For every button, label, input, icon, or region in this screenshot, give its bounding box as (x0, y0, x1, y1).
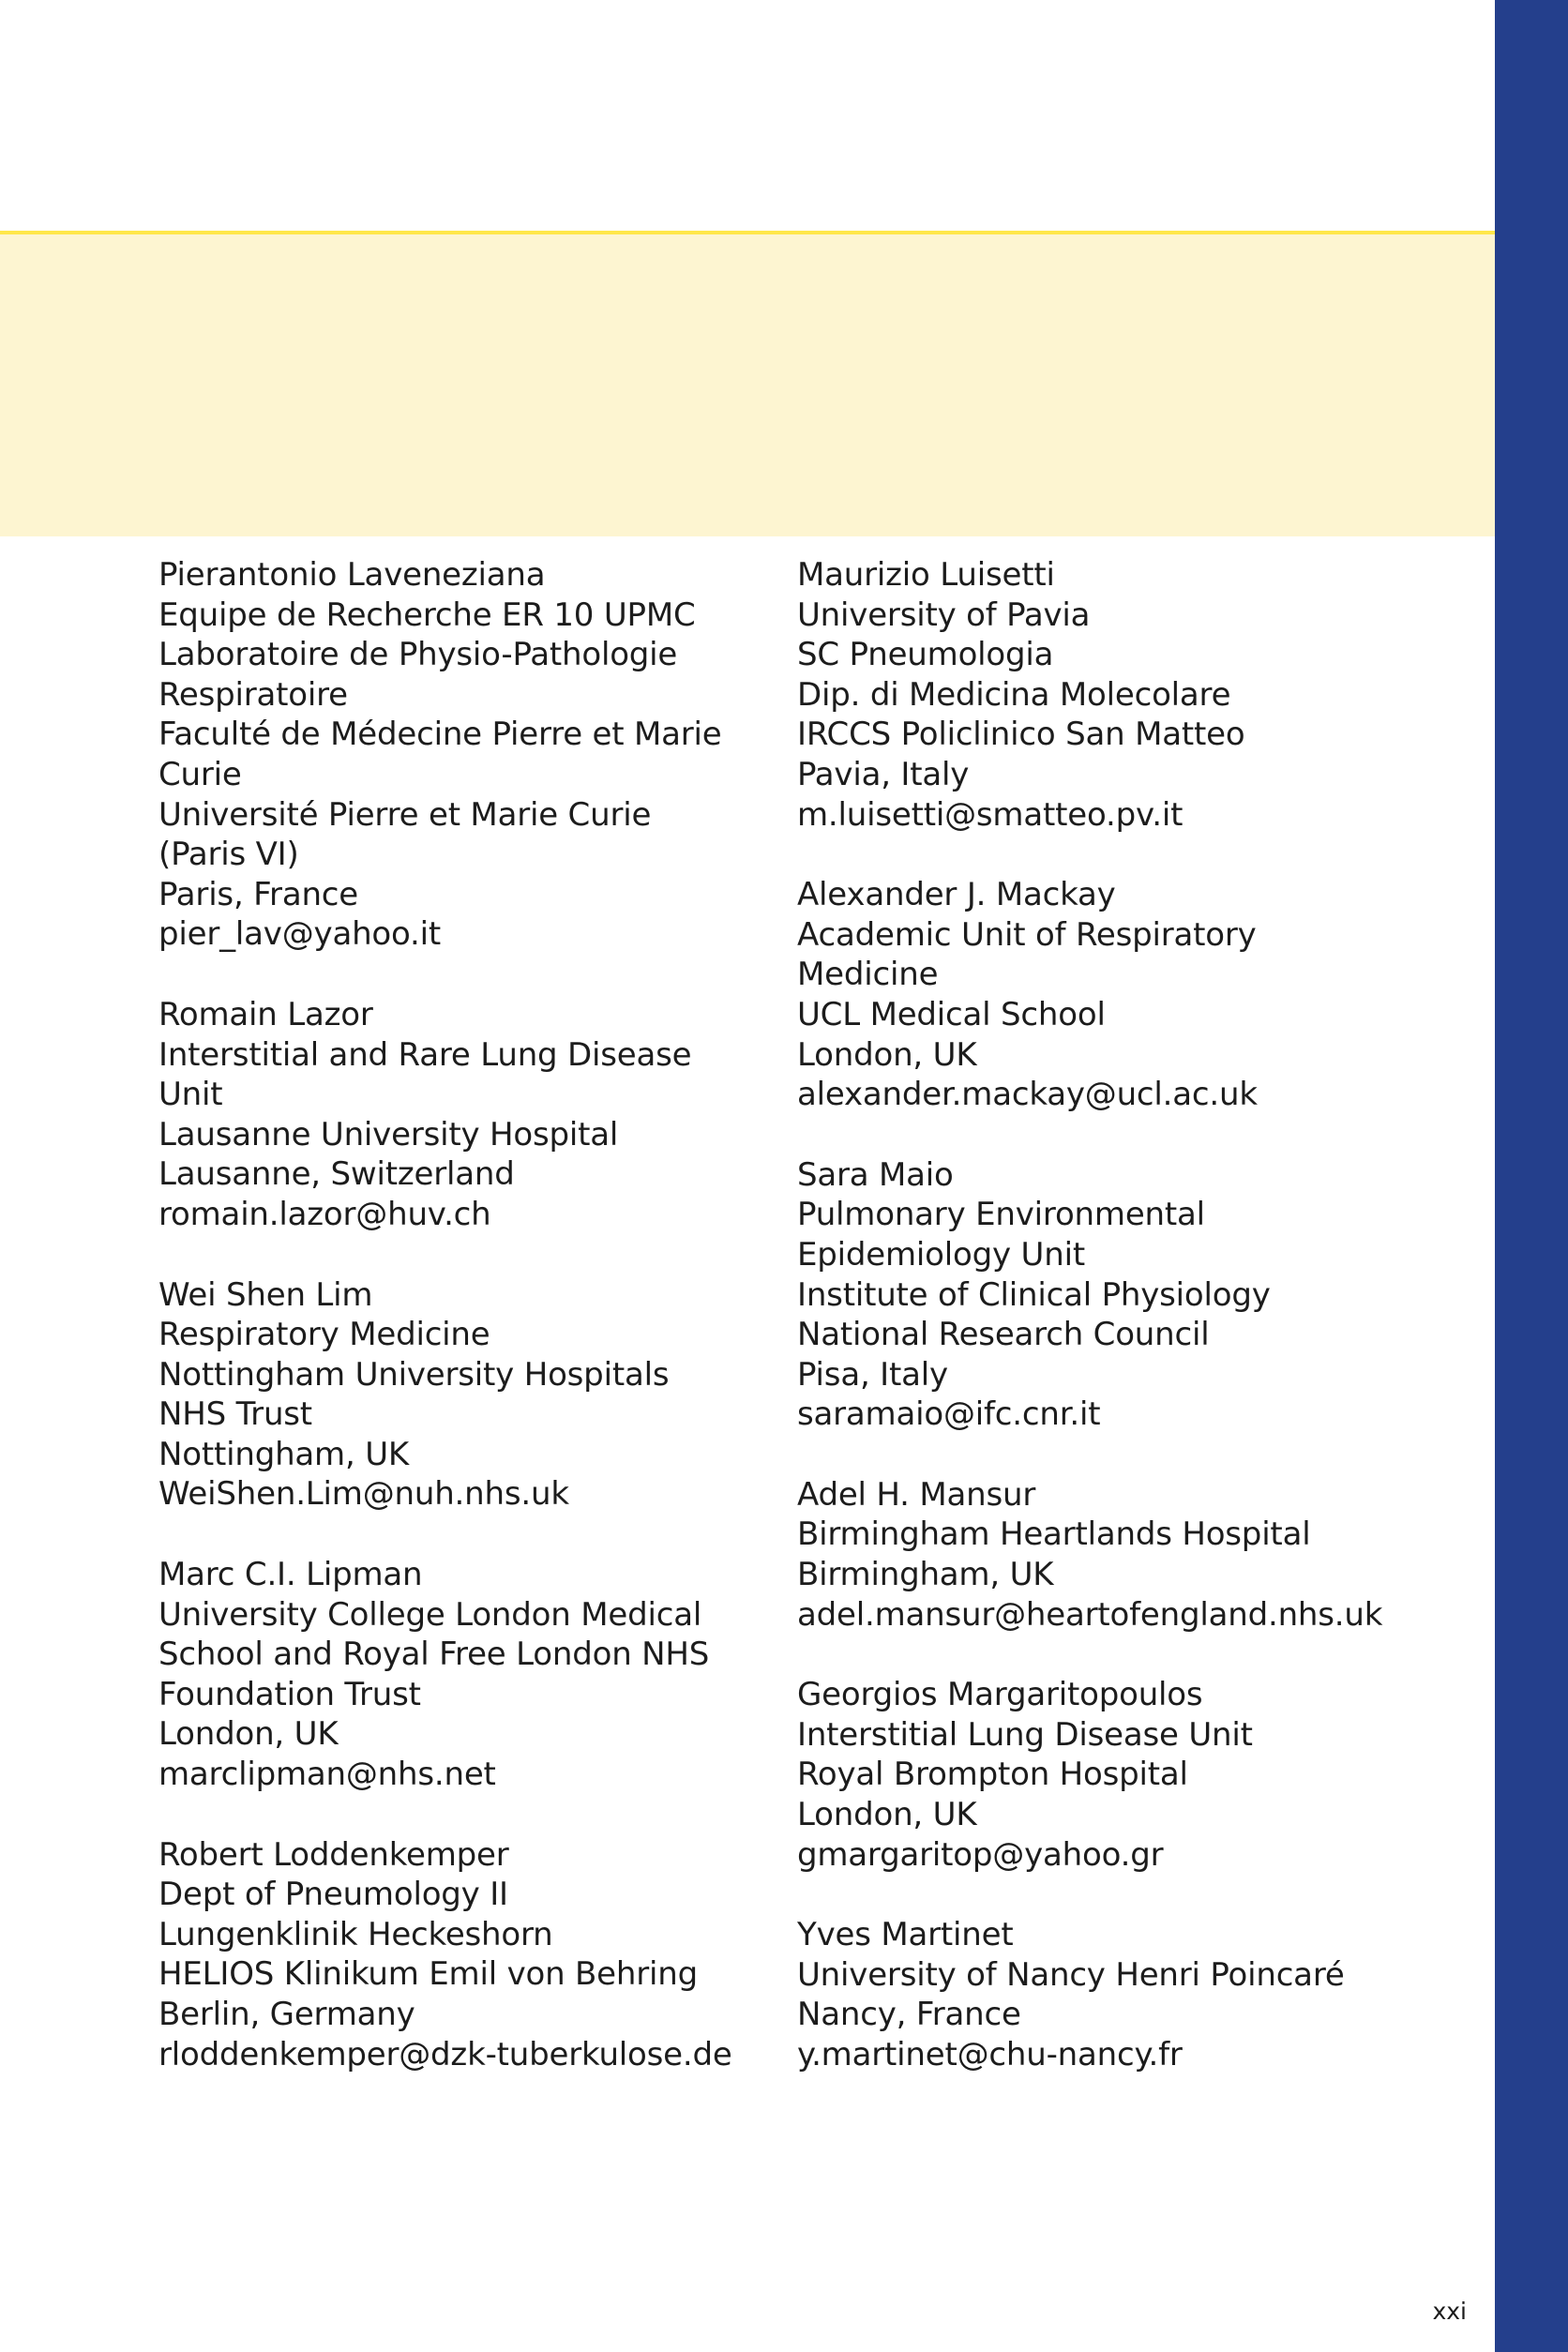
contributor-affiliation-line: Lungenklinik Heckeshorn (158, 1915, 553, 1953)
contributor-name: Marc C.I. Lipman (158, 1556, 423, 1594)
contributor-entry (158, 1835, 796, 2075)
contributor-entry (797, 875, 1435, 1115)
contributor-affiliation-line: Paris, France (158, 875, 359, 913)
contributor-affiliation-line: Birmingham Heartlands Hospital (797, 1515, 1311, 1554)
contributor-name: Pierantonio Laveneziana (158, 556, 546, 594)
contributor-name: Alexander J. Mackay (797, 876, 1116, 914)
contributor-affiliation-line: University of Pavia (797, 596, 1091, 634)
contributor-affiliation-line: Faculté de Médecine Pierre et Marie (158, 716, 722, 754)
contributor-affiliation-line: Pisa, Italy (797, 1355, 948, 1394)
contributor-affiliation-line: HELIOS Klinikum Emil von Behring (158, 1955, 699, 1994)
contributor-entry (797, 1915, 1435, 2074)
contributors-column-left (158, 555, 796, 2115)
contributor-entry (797, 1155, 1435, 1435)
contributor-entry (158, 995, 796, 1235)
contributor-entry (797, 1475, 1435, 1635)
contributor-email: gmargaritop@yahoo.gr (797, 1835, 1164, 1874)
contributor-affiliation-line: Respiratory Medicine (158, 1316, 490, 1354)
contributor-affiliation-line: Lausanne, Switzerland (158, 1155, 515, 1194)
contributor-affiliation-line: Curie (158, 755, 242, 793)
contributor-affiliation-line: Interstitial Lung Disease Unit (797, 1715, 1253, 1754)
contributor-affiliation-line: National Research Council (797, 1316, 1210, 1354)
contributor-affiliation-line: Foundation Trust (158, 1675, 421, 1713)
contributor-affiliation-line: Epidemiology Unit (797, 1235, 1085, 1274)
contributor-affiliation-line: UCL Medical School (797, 995, 1106, 1033)
contributor-affiliation-line: Medicine (797, 956, 939, 994)
contributor-affiliation-line: Nottingham, UK (158, 1435, 409, 1473)
contributor-email: adel.mansur@heartofengland.nhs.uk (797, 1595, 1383, 1634)
header-band (0, 231, 1495, 536)
contributor-affiliation-line: University of Nancy Henri Poincaré (797, 1955, 1345, 1994)
contributor-email: saramaio@ifc.cnr.it (797, 1395, 1101, 1434)
contributor-affiliation-line: School and Royal Free London NHS (158, 1636, 710, 1674)
contributor-affiliation-line: Lausanne University Hospital (158, 1115, 619, 1153)
contributor-affiliation-line: Unit (158, 1076, 223, 1114)
contributor-affiliation-line: Université Pierre et Marie Curie (158, 795, 652, 834)
contributor-name: Romain Lazor (158, 995, 373, 1033)
contributor-name: Wei Shen Lim (158, 1275, 373, 1314)
page-number: xxi (1432, 2298, 1467, 2325)
contributor-entry (158, 1555, 796, 1795)
contributor-affiliation-line: London, UK (797, 1035, 977, 1074)
contributor-affiliation-line: Academic Unit of Respiratory (797, 915, 1257, 954)
contributor-email: y.martinet@chu-nancy.fr (797, 2036, 1183, 2073)
contributor-email: alexander.mackay@ucl.ac.uk (797, 1076, 1258, 1114)
contributor-affiliation-line: Respiratoire (158, 675, 348, 714)
contributor-entry (158, 1275, 796, 1515)
contributor-entry (797, 555, 1435, 835)
contributor-name: Yves Martinet (797, 1916, 1014, 1954)
contributor-affiliation-line: Royal Brompton Hospital (797, 1756, 1188, 1794)
contributors-column-right (797, 555, 1435, 2116)
contributor-affiliation-line: NHS Trust (158, 1395, 312, 1434)
contributor-affiliation-line: Pulmonary Environmental (797, 1196, 1205, 1234)
contributor-affiliation-line: Equipe de Recherche ER 10 UPMC (158, 596, 696, 634)
contributor-entry (158, 555, 796, 955)
contributor-affiliation-line: Interstitial and Rare Lung Disease (158, 1035, 692, 1074)
contributor-affiliation-line: IRCCS Policlinico San Matteo (797, 716, 1245, 754)
contributor-affiliation-line: Pavia, Italy (797, 755, 970, 793)
contributor-email: m.luisetti@smatteo.pv.it (797, 795, 1184, 834)
contributor-entry (797, 1675, 1435, 1875)
contributor-affiliation-line: Berlin, Germany (158, 1996, 415, 2033)
side-color-bar (1495, 0, 1568, 2352)
contributor-affiliation-line: Nancy, France (797, 1996, 1021, 2034)
contributor-affiliation-line: (Paris VI) (158, 836, 299, 874)
contributor-affiliation-line: SC Pneumologia (797, 636, 1054, 674)
contributor-affiliation-line: University College London Medical (158, 1595, 702, 1634)
contributor-affiliation-line: London, UK (797, 1796, 977, 1834)
contributor-name: Adel H. Mansur (797, 1475, 1036, 1514)
contributor-affiliation-line: Dept of Pneumology II (158, 1876, 508, 1914)
contributor-affiliation-line: Nottingham University Hospitals (158, 1355, 670, 1394)
contributor-name: Georgios Margaritopoulos (797, 1676, 1203, 1714)
contributor-email: rloddenkemper@dzk-tuberkulose.de (158, 2035, 732, 2073)
contributor-affiliation-line: Institute of Clinical Physiology (797, 1275, 1271, 1314)
contributor-affiliation-line: London, UK (158, 1715, 339, 1754)
contributor-affiliation-line: Laboratoire de Physio-Pathologie (158, 636, 678, 674)
contributor-email: pier_lav@yahoo.it (158, 915, 442, 954)
contributor-name: Maurizio Luisetti (797, 556, 1055, 594)
contributor-affiliation-line: Birmingham, UK (797, 1556, 1054, 1594)
contributor-name: Sara Maio (797, 1155, 954, 1194)
contributor-name: Robert Loddenkemper (158, 1835, 509, 1874)
contributor-email: marclipman@nhs.net (158, 1756, 496, 1794)
contributor-affiliation-line: Dip. di Medicina Molecolare (797, 675, 1231, 714)
contributor-email: romain.lazor@huv.ch (158, 1195, 491, 1233)
contributor-email: WeiShen.Lim@nuh.nhs.uk (158, 1475, 569, 1514)
